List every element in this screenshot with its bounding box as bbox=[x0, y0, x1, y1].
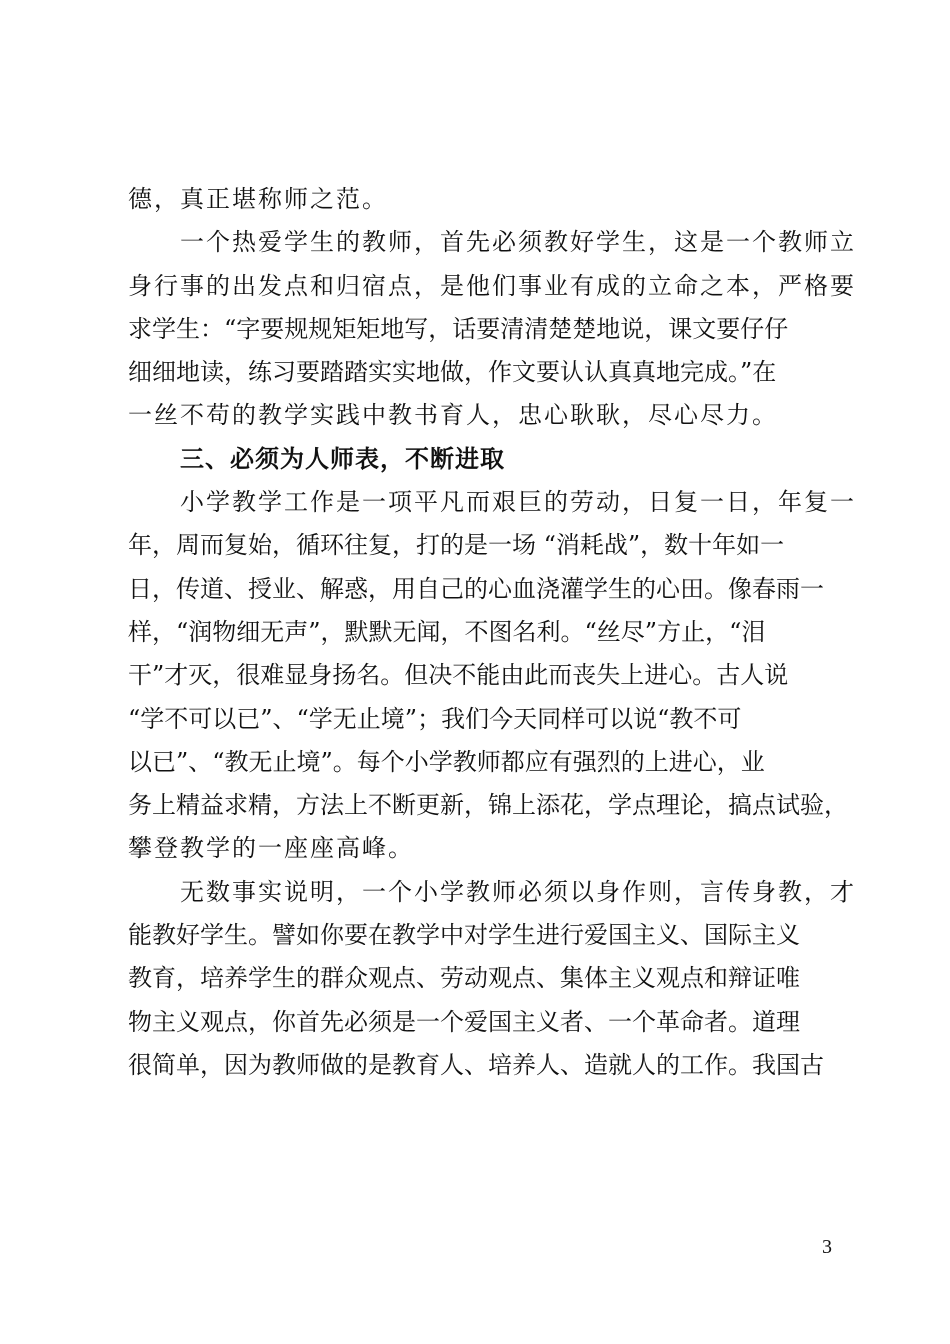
text-line: 一丝不苟的教学实践中教书育人，忠心耿耿，尽心尽力。 bbox=[128, 401, 778, 430]
text-line: 求学生：“字要规规矩矩地写，话要清清楚楚地说，课文要仔仔 bbox=[128, 314, 789, 343]
text-line: 能教好学生。譬如你要在教学中对学生进行爱国主义、国际主义 bbox=[128, 921, 800, 950]
text-line: 一个热爱学生的教师，首先必须教好学生，这是一个教师立 bbox=[180, 228, 856, 257]
text-line: 很简单，因为教师做的是教育人、培养人、造就人的工作。我国古 bbox=[128, 1050, 824, 1079]
body-text bbox=[128, 178, 856, 1087]
text-line: 务上精益求精，方法上不断更新，锦上添花，学点理论，搞点试验， bbox=[128, 791, 848, 820]
text-line: 身行事的出发点和归宿点，是他们事业有成的立命之本，严格要 bbox=[128, 271, 856, 300]
text-line: 样，“润物细无声”，默默无闻，不图名利。“丝尽”方止，“泪 bbox=[128, 617, 766, 646]
text-line: 日，传道、授业、解惑，用自己的心血浇灌学生的心田。像春雨一 bbox=[128, 574, 824, 603]
text-line: 以已”、“教无止境”。每个小学教师都应有强烈的上进心，业 bbox=[128, 747, 765, 776]
text-line: 教育，培养学生的群众观点、劳动观点、集体主义观点和辩证唯 bbox=[128, 964, 800, 993]
text-line: 攀登教学的一座座高峰。 bbox=[128, 834, 414, 863]
text-line: 年，周而复始，循环往复，打的是一场 “消耗战”，数十年如一 bbox=[128, 531, 785, 560]
text-line: 小学教学工作是一项平凡而艰巨的劳动，日复一日，年复一 bbox=[180, 488, 856, 517]
text-line: 干”才灭，很难显身扬名。但决不能由此而丧失上进心。古人说 bbox=[128, 661, 789, 690]
text-line: 德，真正堪称师之范。 bbox=[128, 185, 388, 213]
text-line: 无数事实说明，一个小学教师必须以身作则，言传身教，才 bbox=[180, 877, 856, 906]
text-line: 物主义观点，你首先必须是一个爱国主义者、一个革命者。道理 bbox=[128, 1007, 800, 1036]
text-line: “学不可以已”、“学无止境”；我们今天同样可以说“教不可 bbox=[128, 704, 742, 733]
section-heading: 三、必须为人师表，不断进取 bbox=[180, 444, 505, 473]
text-line: 细细地读，练习要踏踏实实地做，作文要认认真真地完成。”在 bbox=[128, 358, 777, 387]
page-number: 3 bbox=[822, 1236, 832, 1258]
